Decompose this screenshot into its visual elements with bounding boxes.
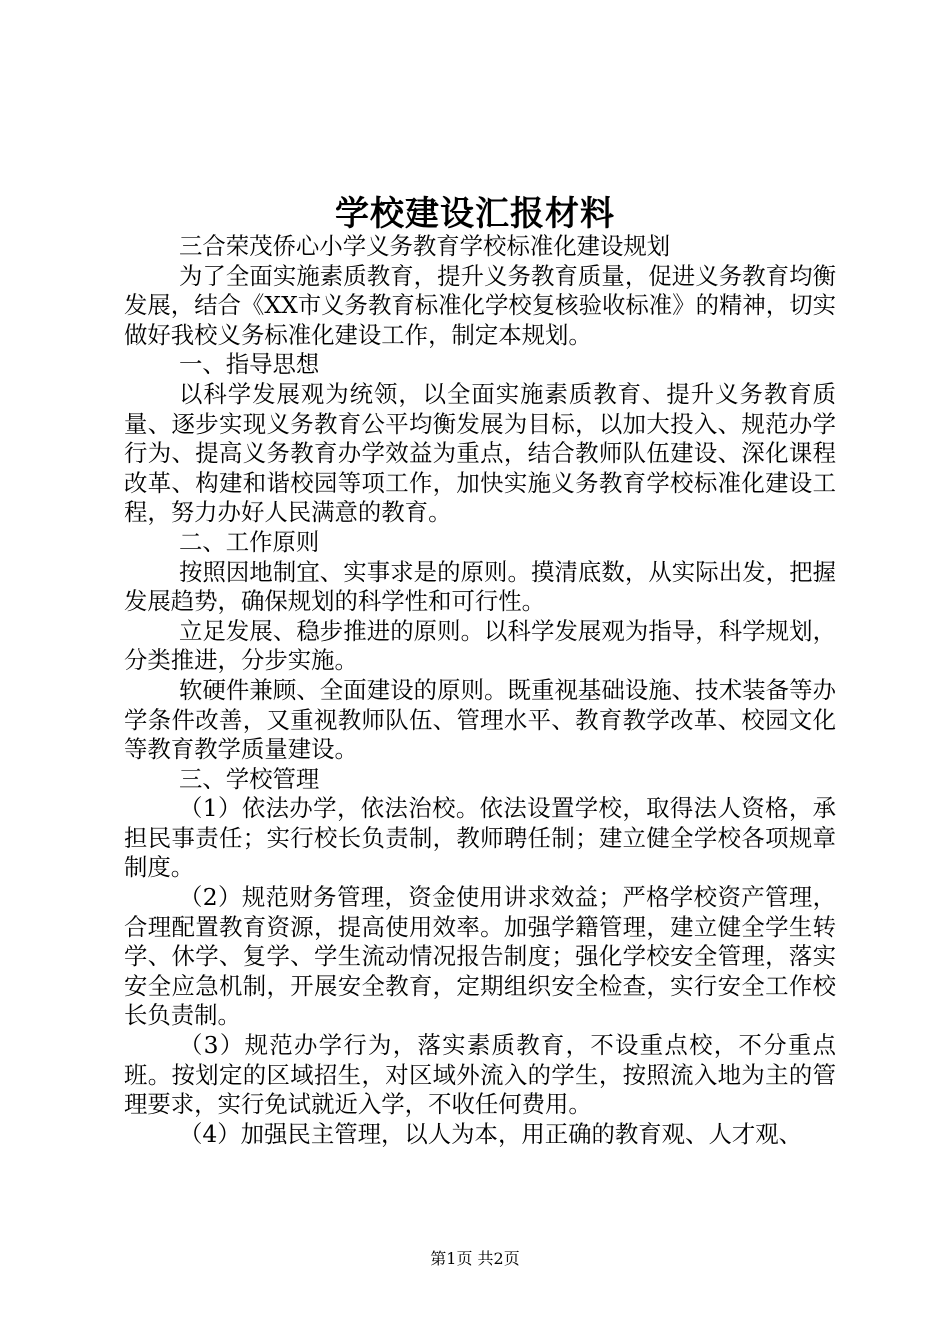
paragraph: 软硬件兼顾、全面建设的原则。既重视基础设施、技术装备等办学条件改善，又重视教师队伍、管理水平、教育教学改革、校园文化等教育教学质量建设。 [124,675,836,764]
paragraph: 立足发展、稳步推进的原则。以科学发展观为指导，科学规划，分类推进，分步实施。 [124,616,836,675]
document-body [124,232,836,1149]
paragraph: （2）规范财务管理，资金使用讲求效益；严格学校资产管理，合理配置教育资源，提高使用效率。加强学籍管理，建立健全学生转学、休学、复学、学生流动情况报告制度；强化学校安全管理，落实安全应急机制，开展安全教育，定期组织安全检查，实行安全工作校长负责制。 [124,883,836,1030]
paragraph: （1）依法办学，依法治校。依法设置学校，取得法人资格，承担民事责任；实行校长负责制，教师聘任制；建立健全学校各项规章制度。 [124,794,836,882]
document-title: 学校建设汇报材料 [335,194,615,234]
section-heading: 三、学校管理 [178,764,320,793]
page-footer: 第1页 共2页 [430,1249,520,1268]
section-heading: 一、指导思想 [178,350,320,379]
paragraph: （3）规范办学行为，落实素质教育，不设重点校，不分重点班。按划定的区域招生，对区域外流入的学生，按照流入地为主的管理要求，实行免试就近入学，不收任何费用。 [124,1031,836,1119]
paragraph: 三合荣茂侨心小学义务教育学校标准化建设规划 [178,232,671,260]
paragraph: 按照因地制宜、实事求是的原则。摸清底数，从实际出发，把握发展趋势，确保规划的科学性和可行性。 [124,557,836,616]
paragraph: （4）加强民主管理，以人为本，用正确的教育观、人才观、 [178,1119,803,1148]
paragraph: 为了全面实施素质教育，提升义务教育质量，促进义务教育均衡发展，结合《XX市义务教育标准化学校复核验收标准》的精神，切实做好我校义务标准化建设工作，制定本规划。 [124,261,836,349]
section-heading: 二、工作原则 [178,527,320,556]
paragraph: 以科学发展观为统领，以全面实施素质教育、提升义务教育质量、逐步实现义务教育公平均衡发展为目标，以加大投入、规范办学行为、提高义务教育办学效益为重点，结合教师队伍建设、深化课程改革、构建和谐校园等项工作，加快实施义务教育学校标准化建设工程，努力办好人民满意的教育。 [124,379,836,527]
